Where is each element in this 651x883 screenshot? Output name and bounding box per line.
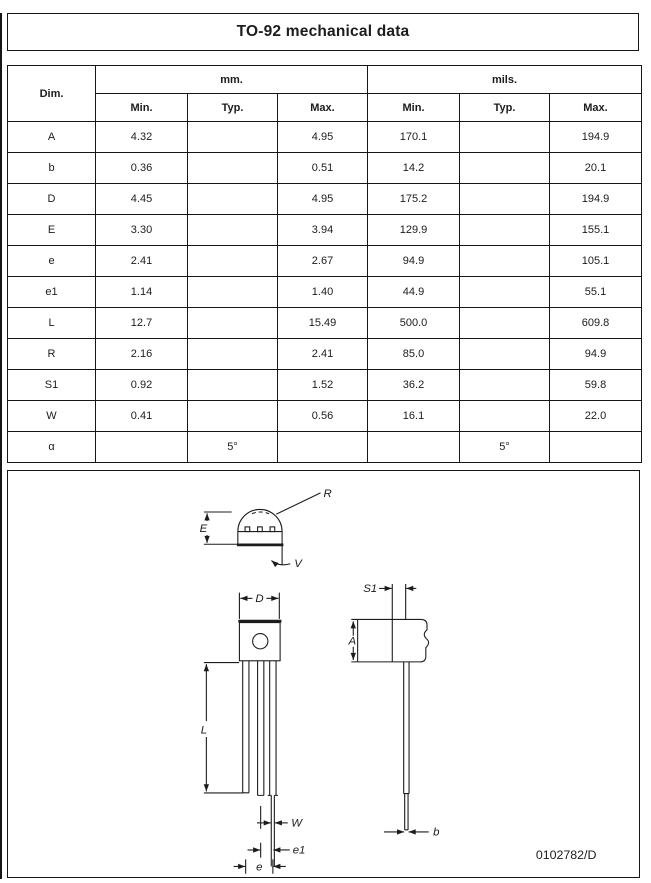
table-row	[8, 432, 642, 463]
header-mils-max: Max.	[550, 94, 642, 122]
dim-cell: b	[8, 153, 96, 184]
dim-label-D: D	[255, 593, 264, 606]
value-cell: 12.7	[96, 308, 188, 339]
figure-code: 0102782/D	[535, 848, 597, 863]
value-cell: 194.9	[550, 184, 642, 215]
lead-1	[243, 661, 249, 793]
value-cell: 59.8	[550, 370, 642, 401]
dim-label-e1: e1	[292, 844, 306, 857]
value-cell: 94.9	[550, 339, 642, 370]
table-row	[8, 122, 642, 153]
value-cell: 129.9	[368, 215, 460, 246]
value-cell	[188, 339, 278, 370]
lead-section-1	[245, 527, 250, 532]
table-row	[8, 308, 642, 339]
value-cell: 4.95	[278, 184, 368, 215]
value-cell	[188, 153, 278, 184]
value-cell: 170.1	[368, 122, 460, 153]
value-cell	[460, 184, 550, 215]
value-cell	[188, 215, 278, 246]
lead-section-3	[270, 527, 275, 532]
dim-cell: D	[8, 184, 96, 215]
value-cell	[188, 246, 278, 277]
value-cell: 0.36	[96, 153, 188, 184]
value-cell: 155.1	[550, 215, 642, 246]
lead-2	[258, 661, 264, 796]
side-lead-upper	[404, 662, 409, 794]
dim-cell: L	[8, 308, 96, 339]
value-cell: 3.94	[278, 215, 368, 246]
value-cell	[460, 370, 550, 401]
dim-cell: R	[8, 339, 96, 370]
table-row	[8, 215, 642, 246]
page-title: TO-92 mechanical data	[236, 23, 410, 40]
mechanical-drawing-box	[7, 470, 640, 878]
value-cell: 194.9	[550, 122, 642, 153]
value-cell: 105.1	[550, 246, 642, 277]
value-cell	[96, 432, 188, 463]
v-angle-arc	[271, 561, 290, 565]
lead-section-2	[258, 527, 263, 532]
table-row	[8, 246, 642, 277]
header-mm-min: Min.	[96, 94, 188, 122]
value-cell	[550, 432, 642, 463]
value-cell: 36.2	[368, 370, 460, 401]
value-cell: 0.41	[96, 401, 188, 432]
value-cell: 14.2	[368, 153, 460, 184]
r-leader-line	[276, 493, 320, 514]
value-cell: 4.45	[96, 184, 188, 215]
body-side-curved-edge-break	[421, 619, 429, 661]
value-cell	[460, 401, 550, 432]
l-extension-lines	[204, 663, 243, 793]
dome-flat-face	[238, 532, 282, 545]
value-cell: 609.8	[550, 308, 642, 339]
value-cell: 55.1	[550, 277, 642, 308]
title-box	[7, 13, 639, 51]
header-group-mm: mm.	[96, 66, 368, 94]
table-row	[8, 153, 642, 184]
header-mils-typ: Typ.	[460, 94, 550, 122]
value-cell: 94.9	[368, 246, 460, 277]
value-cell: 44.9	[368, 277, 460, 308]
dim-label-b: b	[433, 826, 440, 839]
dim-label-W: W	[291, 817, 303, 830]
table-body	[8, 122, 642, 463]
dim-cell: A	[8, 122, 96, 153]
value-cell: 5°	[460, 432, 550, 463]
value-cell: 22.0	[550, 401, 642, 432]
dim-cell: α	[8, 432, 96, 463]
value-cell: 5°	[188, 432, 278, 463]
value-cell	[278, 432, 368, 463]
value-cell: 1.40	[278, 277, 368, 308]
header-mm-max: Max.	[278, 94, 368, 122]
dim-label-e: e	[256, 861, 263, 874]
header-mm-typ: Typ.	[188, 94, 278, 122]
dim-cell: e1	[8, 277, 96, 308]
header-mils-min: Min.	[368, 94, 460, 122]
value-cell	[368, 432, 460, 463]
table-row	[8, 339, 642, 370]
value-cell: 1.52	[278, 370, 368, 401]
table-header	[8, 66, 642, 122]
front-view	[201, 593, 306, 874]
value-cell: 2.67	[278, 246, 368, 277]
side-view	[347, 583, 439, 838]
to92-mechanical-drawing	[8, 471, 636, 874]
value-cell: 2.41	[278, 339, 368, 370]
dim-cell: W	[8, 401, 96, 432]
value-cell	[188, 184, 278, 215]
header-dim: Dim.	[8, 66, 96, 122]
value-cell: 175.2	[368, 184, 460, 215]
dim-label-A: A	[348, 635, 357, 648]
value-cell: 0.51	[278, 153, 368, 184]
value-cell	[460, 277, 550, 308]
value-cell	[188, 308, 278, 339]
value-cell: 500.0	[368, 308, 460, 339]
dim-label-L: L	[200, 724, 208, 737]
side-lead-lower	[405, 794, 408, 830]
value-cell: 0.92	[96, 370, 188, 401]
value-cell: 0.56	[278, 401, 368, 432]
dim-label-S1: S1	[363, 583, 378, 596]
top-view	[200, 488, 332, 570]
value-cell	[460, 339, 550, 370]
value-cell	[188, 122, 278, 153]
body-side-edges	[351, 619, 421, 661]
value-cell: 20.1	[550, 153, 642, 184]
dim-label-V: V	[294, 557, 302, 570]
value-cell: 4.32	[96, 122, 188, 153]
value-cell	[188, 370, 278, 401]
value-cell	[460, 153, 550, 184]
dim-cell: E	[8, 215, 96, 246]
table-row	[8, 277, 642, 308]
dim-cell: S1	[8, 370, 96, 401]
value-cell: 2.41	[96, 246, 188, 277]
value-cell: 15.49	[278, 308, 368, 339]
dim-cell: e	[8, 246, 96, 277]
value-cell	[188, 277, 278, 308]
value-cell: 85.0	[368, 339, 460, 370]
table-row	[8, 184, 642, 215]
lead-3-lower	[271, 795, 274, 866]
value-cell: 16.1	[368, 401, 460, 432]
dome-top-hidden-line	[252, 512, 269, 514]
value-cell	[460, 246, 550, 277]
page-edge-line	[0, 13, 2, 879]
value-cell	[460, 308, 550, 339]
mechanical-data-table	[7, 65, 642, 463]
value-cell: 1.14	[96, 277, 188, 308]
e-extension-lines	[204, 512, 237, 544]
table-row	[8, 401, 642, 432]
table-row	[8, 370, 642, 401]
lead-3-upper	[270, 661, 276, 796]
value-cell	[460, 215, 550, 246]
value-cell	[188, 401, 278, 432]
header-group-mils: mils.	[368, 66, 642, 94]
value-cell: 4.95	[278, 122, 368, 153]
dim-label-R: R	[323, 487, 332, 500]
dim-label-E: E	[199, 523, 208, 536]
value-cell: 2.16	[96, 339, 188, 370]
value-cell	[460, 122, 550, 153]
body-hole	[253, 634, 268, 649]
value-cell: 3.30	[96, 215, 188, 246]
